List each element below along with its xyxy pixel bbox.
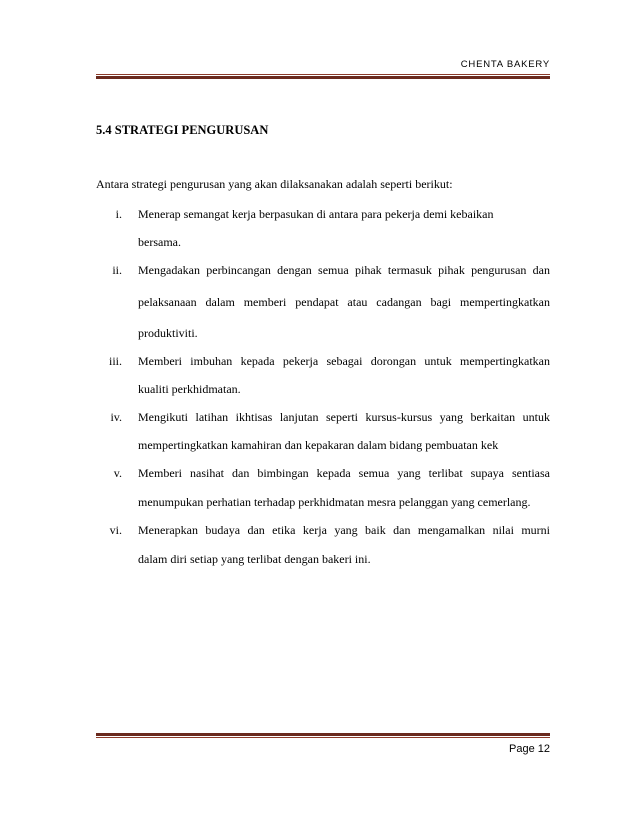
item-line: Memberi nasihat dan bimbingan kepada semua yang terlibat supaya sentiasa: [138, 466, 550, 480]
item-number: iii.: [108, 354, 122, 368]
item-line: kualiti perkhidmatan.: [138, 382, 241, 396]
item-line: mempertingkatkan kamahiran dan kepakaran dalam bidang pembuatan kek: [138, 438, 499, 452]
item-line: Memberi imbuhan kepada pekerja sebagai dorongan untuk mempertingkatkan: [138, 354, 550, 368]
intro-text: Antara strategi pengurusan yang akan dilaksanakan adalah seperti berikut:: [96, 177, 453, 191]
item-number: iv.: [110, 410, 122, 424]
item-number: i.: [115, 207, 122, 221]
page-number: Page 12: [509, 743, 550, 755]
item-line: Mengadakan perbincangan dengan semua pihak termasuk pihak pengurusan dan: [138, 263, 550, 277]
item-line: bersama.: [138, 235, 181, 249]
item-line: pelaksanaan dalam memberi pendapat atau cadangan bagi mempertingkatkan: [138, 295, 550, 309]
section-title: 5.4 STRATEGI PENGURUSAN: [96, 123, 269, 137]
item-number: ii.: [112, 263, 122, 277]
item-line: Menerapkan budaya dan etika kerja yang baik dan mengamalkan nilai murni: [138, 523, 550, 537]
item-number: v.: [113, 466, 122, 480]
footer-rule: [96, 733, 550, 738]
item-line: dalam diri setiap yang terlibat dengan bakeri ini.: [138, 552, 371, 566]
item-number: vi.: [109, 523, 122, 537]
header-rule: [96, 74, 550, 79]
item-line: Menerap semangat kerja berpasukan di antara para pekerja demi kebaikan: [138, 207, 494, 221]
item-line: produktiviti.: [138, 326, 198, 340]
item-line: Mengikuti latihan ikhtisas lanjutan seperti kursus-kursus yang berkaitan untuk: [138, 410, 550, 424]
item-line: menumpukan perhatian terhadap perkhidmatan mesra pelanggan yang cemerlang.: [138, 495, 531, 509]
document-header: CHENTA BAKERY: [460, 59, 550, 70]
